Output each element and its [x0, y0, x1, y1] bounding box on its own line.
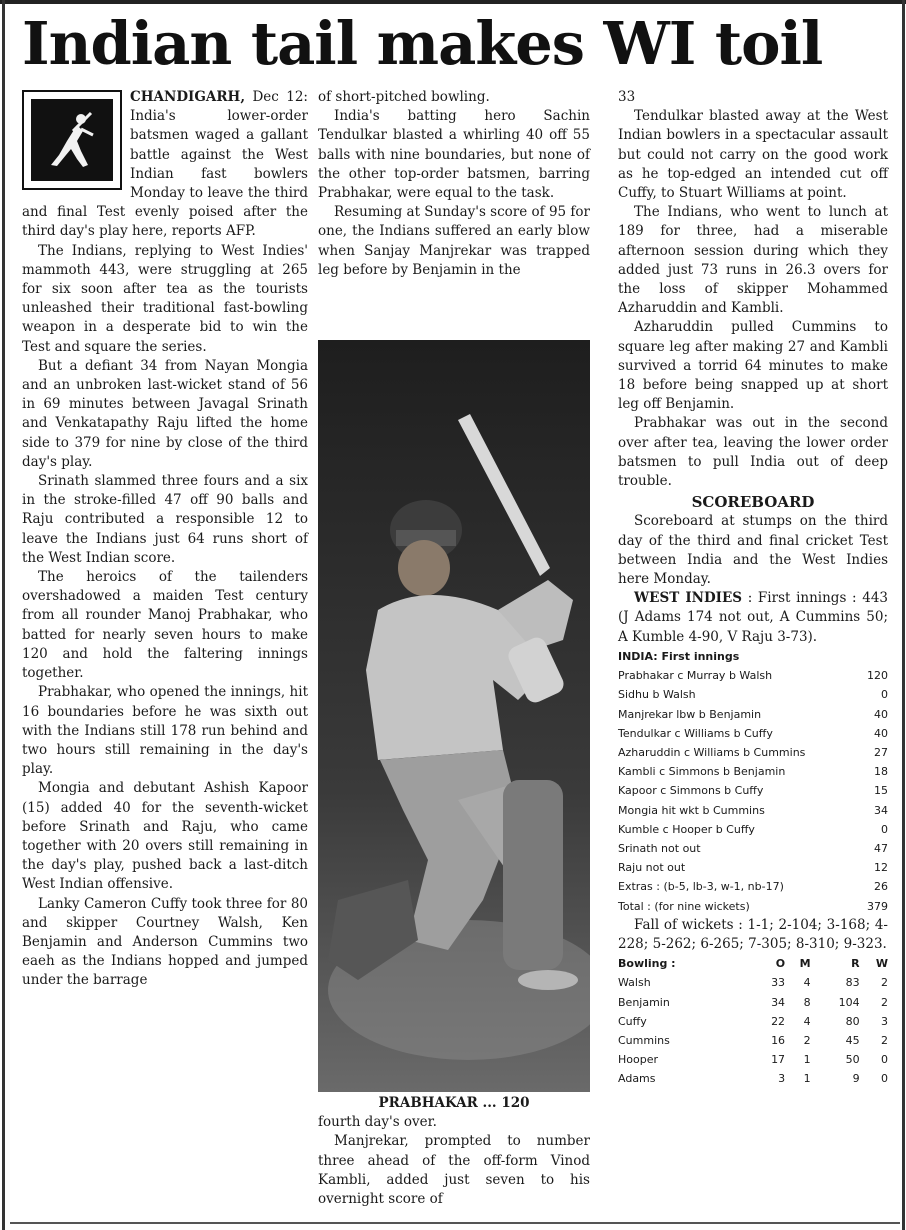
bowling-cell: 9 — [852, 1072, 860, 1086]
batting-row — [618, 724, 888, 743]
bowling-cell: 22 — [771, 1014, 786, 1028]
batting-row — [618, 762, 888, 781]
bowling-cell: 2 — [881, 976, 888, 990]
batting-row — [618, 820, 888, 839]
bowling-header-cell: Bowling : — [618, 957, 676, 971]
body-paragraph: Resuming at Sunday's score of 95 for one, the Indians suffered an early blow when Sanjay Manjrekar was trapped leg before by Benjamin in the — [318, 204, 590, 278]
batsman-cell: Tendulkar c Williams b Cuffy — [618, 726, 773, 740]
bowling-cell: Hooper — [618, 1053, 659, 1067]
bowling-cell: 8 — [803, 995, 811, 1009]
runs-cell: 47 — [874, 841, 888, 855]
bowling-cell: Benjamin — [618, 995, 670, 1009]
body-paragraph: India's batting hero Sachin Tendulkar blasted a whirling 40 off 55 balls with nine boundaries, but none of the other top-order batsmen, barring Prabhakar, were equal to the task. — [318, 108, 590, 202]
batsman-cell: Srinath not out — [618, 841, 701, 855]
body-paragraph: 33 — [618, 89, 636, 105]
bowling-cell: 50 — [845, 1053, 860, 1067]
body-paragraph: Srinath slammed three fours and a six in the stroke-filled 47 off 90 balls and Raju contributed a responsible 12 to leave the Indians just 64 runs short of the West Indian score. — [22, 473, 308, 566]
lead-paragraph: Dec 12: India's lower-order batsmen waged a gallant battle against the West Indian fast bowlers Monday to leave the third and final Test evenly poised after the third day's play here, reports AFP. — [22, 89, 308, 240]
body-paragraph: fourth day's over. — [318, 1114, 437, 1131]
india-innings-label: INDIA: First innings — [618, 649, 740, 663]
batting-row — [618, 858, 888, 877]
bowling-cell: 80 — [845, 1014, 860, 1028]
batting-row — [618, 897, 888, 916]
bowling-cell: 104 — [838, 995, 860, 1009]
batsman-cell: Kambli c Simmons b Benjamin — [618, 765, 786, 779]
bowling-cell: Walsh — [618, 976, 651, 990]
scoreboard-intro: Scoreboard at stumps on the third day of the third and final cricket Test between India and the West Indies here Monday. — [618, 513, 888, 588]
bowling-row — [618, 973, 888, 992]
bowling-cell: 0 — [881, 1072, 888, 1086]
bowling-cell: 3 — [881, 1014, 888, 1028]
batsman-cell: Extras : (b-5, lb-3, w-1, nb-17) — [618, 880, 784, 894]
bowling-cell: 17 — [771, 1053, 786, 1067]
bowling-cell: 45 — [845, 1033, 860, 1047]
batsman-cell: Mongia hit wkt b Cummins — [618, 803, 765, 817]
body-paragraph: Tendulkar blasted away at the West Indian bowlers in a spectacular assault but could not carry on the good work as he top-edged an intended cut off Cuffy, to Stuart Williams at point. — [618, 108, 888, 202]
bowling-cell: Cuffy — [618, 1014, 647, 1028]
batsman-cell: Kapoor c Simmons b Cuffy — [618, 784, 764, 798]
body-paragraph: Lanky Cameron Cuffy took three for 80 and skipper Courtney Walsh, Ken Benjamin and Anderson Cummins two eaeh as the Indians hopped and jumped under the barrage — [22, 895, 308, 989]
runs-cell: 0 — [881, 822, 888, 836]
batsman-cell: Azharuddin c Williams b Cummins — [618, 745, 806, 759]
runs-cell: 18 — [874, 765, 888, 779]
batting-scorecard — [618, 666, 888, 916]
bowling-cell: 83 — [845, 976, 860, 990]
runs-cell: 379 — [867, 899, 888, 913]
runs-cell: 27 — [874, 745, 888, 759]
body-paragraph: The heroics of the tailenders overshadowed a maiden Test century from all rounder Manoj Prabhakar, who batted for nearly seven hours to make 120 and hold the faltering innings together. — [22, 569, 308, 682]
scoreboard-heading: SCOREBOARD — [691, 493, 815, 512]
bowling-row — [618, 1050, 888, 1069]
bowling-cell: 4 — [803, 1014, 811, 1028]
fall-of-wickets: Fall of wickets : 1-1; 2-104; 3-168; 4-228; 5-262; 6-265; 7-305; 8-310; 9-323. — [618, 916, 888, 952]
body-paragraph: But a defiant 34 from Nayan Mongia and an unbroken last-wicket stand of 56 in 69 minutes between Javagal Srinath and Venkatapathy Raju lifted the home side to 379 for nine by close of the third day's play. — [22, 357, 308, 470]
bowling-figures — [618, 954, 888, 1088]
batting-row — [618, 839, 888, 858]
bowling-cell: 16 — [771, 1033, 786, 1047]
batsman-cell: Raju not out — [618, 861, 686, 875]
bowling-cell: 2 — [881, 1033, 888, 1047]
bowling-cell: Cummins — [618, 1033, 670, 1047]
bowling-row — [618, 1012, 888, 1031]
batting-row — [618, 801, 888, 820]
batting-row — [618, 877, 888, 896]
runs-cell: 12 — [874, 861, 888, 875]
body-paragraph: The Indians, who went to lunch at 189 for three, had a miserable afternoon session during which they added just 73 runs in 26.3 overs for the loss of skipper Mohammed Azharuddin and Kambli. — [618, 204, 888, 317]
batsman-cell: Kumble c Hooper b Cuffy — [618, 822, 755, 836]
bowling-cell: 33 — [771, 976, 786, 990]
bowling-cell: 1 — [803, 1072, 811, 1086]
bowling-cell: 2 — [803, 1033, 811, 1047]
runs-cell: 0 — [881, 688, 888, 702]
bowling-cell: 2 — [881, 995, 888, 1009]
body-paragraph: Prabhakar was out in the second over after tea, leaving the lower order batsmen to pull India out of deep trouble. — [618, 415, 888, 490]
article-column-2 — [318, 88, 590, 280]
runs-cell: 40 — [874, 707, 888, 721]
bowling-cell: 1 — [803, 1053, 811, 1067]
body-paragraph: of short-pitched bowling. — [318, 89, 490, 105]
article-column-2-continued — [318, 1094, 590, 1209]
bowling-row — [618, 1069, 888, 1088]
bowling-header-cell: M — [799, 957, 811, 971]
batsman-cell: Prabhakar c Murray b Walsh — [618, 669, 773, 683]
bowling-header-cell: R — [851, 957, 860, 971]
article-column-3 — [618, 88, 888, 1089]
bowling-header-cell: W — [875, 957, 888, 971]
bowling-header-cell: O — [775, 957, 786, 971]
bottom-rule — [10, 1222, 900, 1224]
dateline: CHANDIGARH, — [130, 89, 246, 105]
bowling-row — [618, 1031, 888, 1050]
batting-row — [618, 705, 888, 724]
runs-cell: 34 — [874, 803, 888, 817]
runs-cell: 26 — [874, 880, 888, 894]
photo-caption: PRABHAKAR ... 120 — [378, 1095, 530, 1111]
bowling-cell: 34 — [771, 995, 786, 1009]
bowling-cell: 3 — [778, 1072, 786, 1086]
right-edge-rule — [902, 0, 905, 1230]
body-paragraph: Prabhakar, who opened the innings, hit 16 boundaries before he was sixth out with the Indians still 178 run behind and two hours still remaining in the day's play. — [22, 684, 308, 778]
bowling-cell: Adams — [618, 1072, 656, 1086]
headline: Indian tail makes WI toil — [22, 9, 823, 78]
bowling-cell: 4 — [803, 976, 811, 990]
runs-cell: 120 — [867, 669, 888, 683]
body-paragraph: Azharuddin pulled Cummins to square leg after making 27 and Kambli survived a torrid 64 minutes to make 18 before being snapped up at short leg off Benjamin. — [618, 319, 888, 413]
batting-row — [618, 781, 888, 800]
body-paragraph: The Indians, replying to West Indies' mammoth 443, were struggling at 265 for six soon after tea as the tourists unleashed their traditional fast-bowling weapon in a desperate bid to win the Test and square the series. — [22, 242, 308, 355]
west-indies-innings: : First innings : 443 (J Adams 174 not out, A Cummins 50; A Kumble 4-90, V Raju 3-73). — [618, 590, 889, 645]
prabhakar-photo — [318, 340, 590, 1092]
batsman-cell: Sidhu b Walsh — [618, 688, 696, 702]
bowling-row — [618, 993, 888, 1012]
batsman-cell: Total : (for nine wickets) — [618, 899, 750, 913]
batting-row — [618, 685, 888, 704]
body-paragraph: Mongia and debutant Ashish Kapoor (15) added 40 for the seventh-wicket before Srinath and Raju, who came together with 20 overs still remaining in the day's play, pushed back a last-ditch West Indian offensive. — [22, 780, 308, 893]
article-column-1 — [22, 88, 308, 991]
batting-row — [618, 743, 888, 762]
left-edge-rule — [2, 0, 5, 1230]
batting-row — [618, 666, 888, 685]
runs-cell: 40 — [874, 726, 888, 740]
bowling-cell: 0 — [881, 1053, 888, 1067]
cricket-batsman-icon — [22, 90, 122, 190]
batsman-cell: Manjrekar lbw b Benjamin — [618, 707, 762, 721]
body-paragraph: Manjrekar, prompted to number three ahead of the off-form Vinod Kambli, added just seven to his overnight score of — [318, 1133, 590, 1208]
west-indies-label: WEST INDIES — [634, 590, 743, 607]
runs-cell: 15 — [874, 784, 888, 798]
